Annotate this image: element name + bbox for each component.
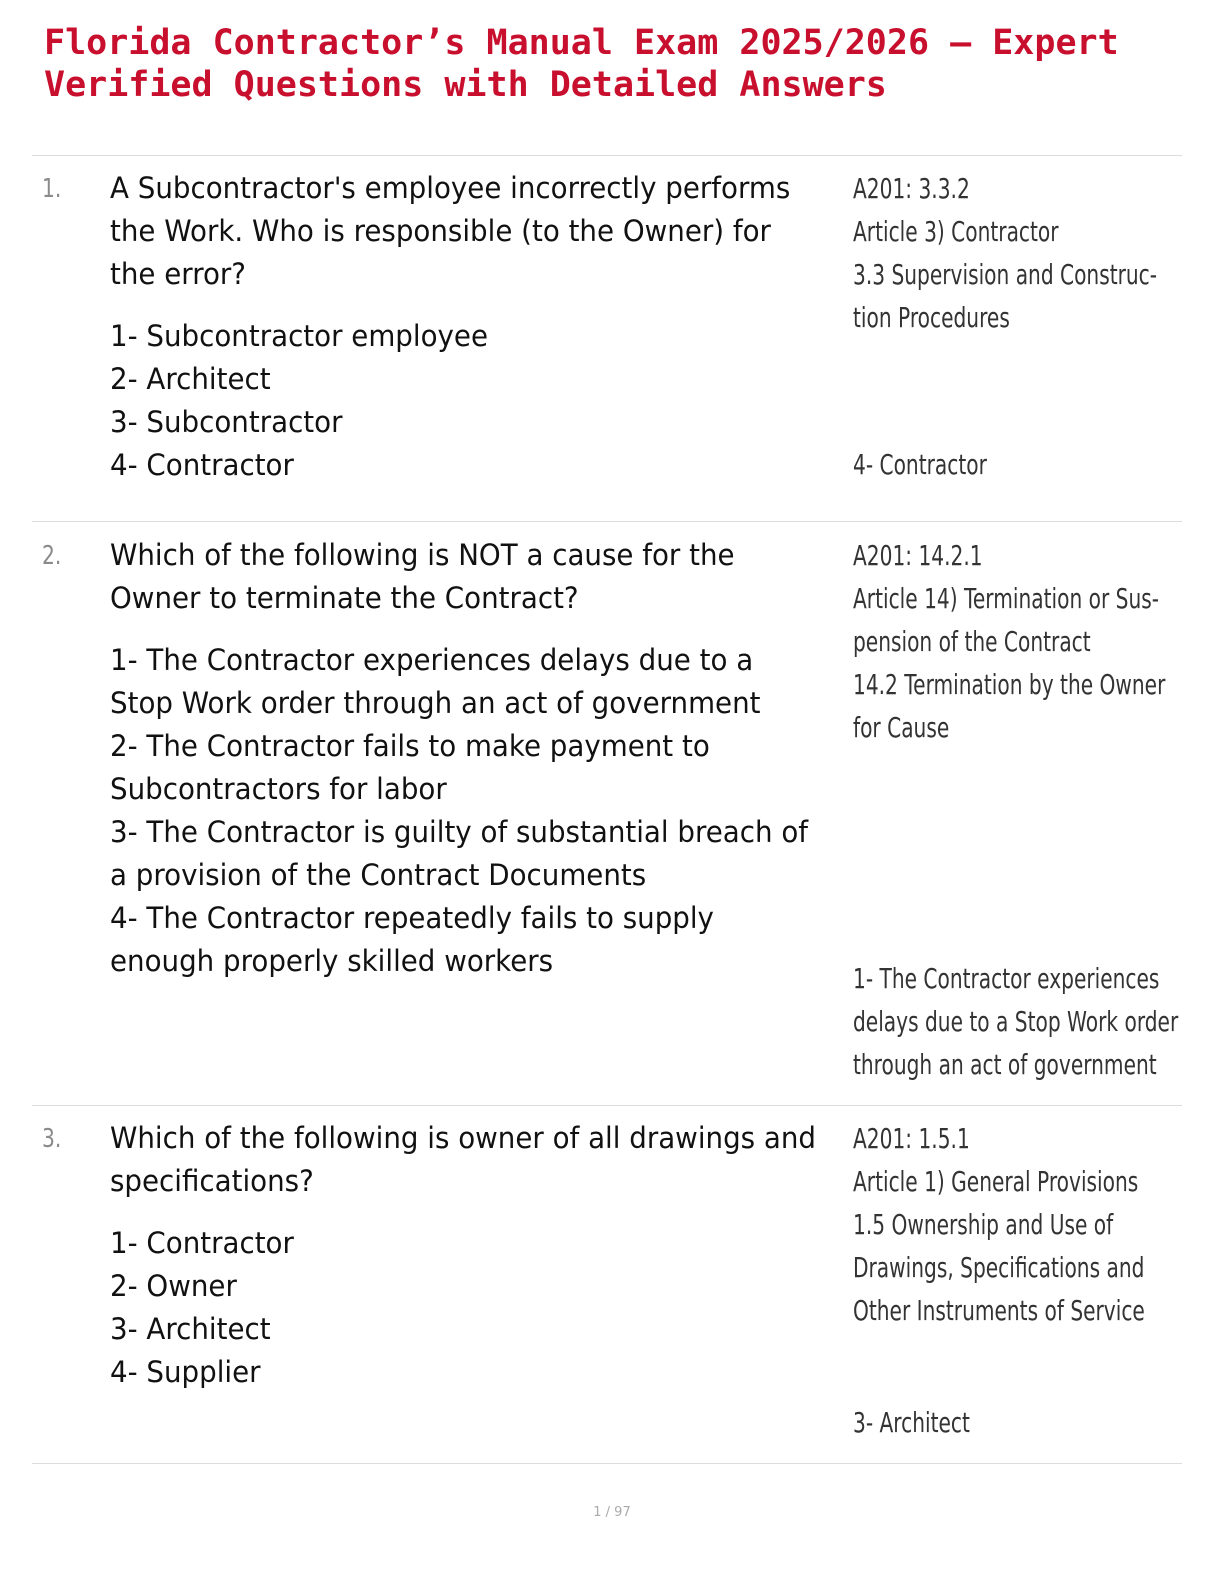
divider: [32, 155, 1182, 156]
answer-option: 4- The Contractor repeatedly fails to supply enough properly skilled workers: [110, 901, 714, 978]
reference-line: A201: 14.2.1: [853, 539, 983, 572]
reference-line: 1.5 Ownership and Use of: [853, 1208, 1114, 1241]
question-number: 3.: [42, 1124, 62, 1154]
divider: [32, 1463, 1182, 1464]
reference-line: A201: 3.3.2: [853, 172, 970, 205]
question-body: [110, 534, 817, 983]
reference: [853, 534, 1165, 749]
answer-line: delays due to a Stop Work order: [853, 1005, 1179, 1038]
answer-option: 2- Architect: [110, 362, 271, 396]
answer-line: through an act of government: [853, 1048, 1157, 1081]
answer-option: 4- Contractor: [110, 448, 294, 482]
correct-answer: [853, 957, 1178, 1086]
reference-line: 14.2 Termination by the Owner: [853, 668, 1166, 701]
reference-line: Article 1) General Provisions: [853, 1165, 1139, 1198]
answer-option: 3- The Contractor is guilty of substantial breach of a provision of the Contract Documents: [110, 815, 809, 892]
answer-line: 1- The Contractor experiences: [853, 962, 1160, 995]
reference: [853, 167, 1157, 339]
reference-line: Article 14) Termination or Sus-: [853, 582, 1160, 615]
reference-line: for Cause: [853, 711, 950, 744]
answer-option: 1- Contractor: [110, 1226, 294, 1260]
answer-option: 2- Owner: [110, 1269, 237, 1303]
question-body: [110, 1117, 817, 1394]
answer-option: 2- The Contractor fails to make payment to Subcontractors for labor: [110, 729, 710, 806]
reference-line: pension of the Contract: [853, 625, 1091, 658]
reference-line: tion Procedures: [853, 301, 1010, 334]
answer-line: 3- Architect: [853, 1406, 970, 1439]
question-number: 2.: [42, 541, 62, 571]
reference-line: A201: 1.5.1: [853, 1122, 970, 1155]
reference-line: Other Instruments of Service: [853, 1294, 1145, 1327]
title-line-2: Verified Questions with Detailed Answers: [44, 65, 887, 105]
question-body: [110, 167, 817, 487]
question-stem: Which of the following is NOT a cause for the Owner to terminate the Contract?: [110, 538, 735, 615]
question-stem: Which of the following is owner of all drawings and specifications?: [110, 1121, 816, 1198]
document-title: [44, 22, 1184, 106]
answer-option: 1- The Contractor experiences delays due to a Stop Work order through an act of government: [110, 643, 761, 720]
reference-line: Article 3) Contractor: [853, 215, 1059, 248]
correct-answer: [853, 443, 987, 486]
answer-option: 4- Supplier: [110, 1355, 261, 1389]
answer-option: 3- Architect: [110, 1312, 271, 1346]
answer-line: 4- Contractor: [853, 448, 987, 481]
question-stem: A Subcontractor's employee incorrectly performs the Work. Who is responsible (to the Owner) for the error?: [110, 171, 791, 291]
reference-line: 3.3 Supervision and Construc-: [853, 258, 1158, 291]
answer-option: 1- Subcontractor employee: [110, 319, 489, 353]
divider: [32, 1105, 1182, 1106]
correct-answer: [853, 1401, 970, 1444]
title-line-1: Florida Contractor’s Manual Exam 2025/2026 – Expert: [44, 23, 1119, 63]
reference-line: Drawings, Specifications and: [853, 1251, 1145, 1284]
answer-option: 3- Subcontractor: [110, 405, 343, 439]
question-number: 1.: [42, 174, 62, 204]
page-number: 1 / 97: [593, 1505, 631, 1520]
reference: [853, 1117, 1145, 1332]
divider: [32, 521, 1182, 522]
